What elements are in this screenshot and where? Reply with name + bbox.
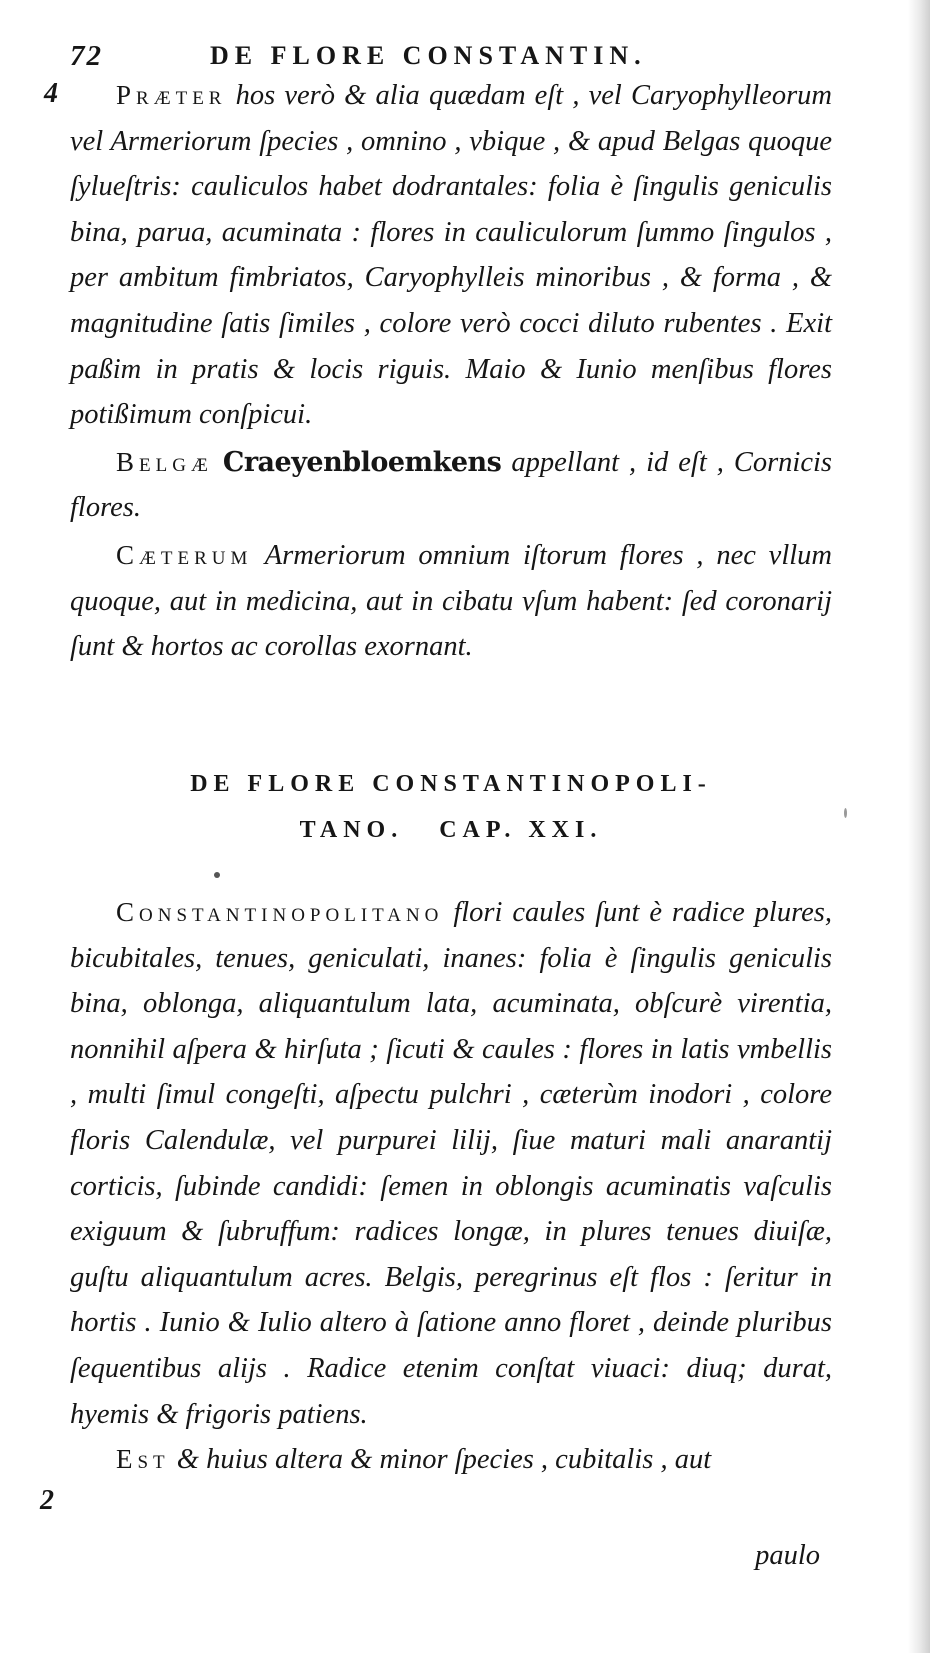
- page-number: 72: [70, 40, 103, 72]
- lead-word-caeterum: Cæterum: [116, 539, 253, 570]
- ink-speck: [844, 808, 847, 818]
- catchword: paulo: [755, 1540, 820, 1571]
- paragraph-caeterum: [70, 533, 832, 670]
- paragraph-belgae: [70, 440, 832, 531]
- paragraph-praeter: [70, 73, 832, 438]
- margin-note-2: 2: [40, 1485, 54, 1516]
- lead-word-praeter: Præter: [116, 80, 227, 110]
- margin-note-4: 4: [44, 78, 58, 109]
- section-armeria-text: [70, 73, 832, 670]
- paragraph-constantinopolitano: [70, 890, 832, 1437]
- running-head-title: DE FLORE CONSTANTIN.: [210, 41, 647, 70]
- ink-speck: [214, 872, 220, 878]
- vernacular-name: Craeyenbloemkens: [222, 446, 502, 478]
- chapter-title-line1: DE FLORE CONSTANTINOPOLI-: [190, 771, 712, 797]
- running-head: [70, 36, 810, 76]
- paragraph-est: [70, 1437, 832, 1483]
- paragraph-constantinopolitano-text: flori caules ſunt è radice plures, bicubitales, tenues, geniculati, inanes: folia è ſingulis geniculis bina, oblonga, aliquantulum lata, acuminata, obſcurè virentia, nonnihil aſpera & hirſuta ; ſicuti & caules : flores in latis vmbellis , multi ſimul congeſti, aſpectu pulchri , cæterùm inodori , colore floris Calendulæ, vel purpurei lilij, ſiue maturi mali anarantij corticis, ſubinde candidi: ſemen in oblongis acuminatis vaſculis exiguum & ſubruffum: radices longæ, in plures tenues diuiſæ, guſtu aliquantulum acres. Belgis, peregrinus eſt flos : ſeritur in hortis . Iunio & Iulio altero à ſatione anno floret , deinde pluribus ſequentibus alijs . Radice etenim conſtat viuaci: diuq; durat, hyemis & frigoris patiens.: [70, 897, 832, 1430]
- lead-word-est: Est: [116, 1444, 170, 1475]
- paragraph-est-text: & huius altera & minor ſpecies , cubitalis , aut: [176, 1444, 712, 1476]
- lead-word-constantinopolitano: Constantinopolitano: [116, 897, 444, 927]
- section-constantinopolitano-text: [70, 890, 832, 1483]
- paragraph-praeter-text: hos verò & alia quædam eſt , vel Caryophylleorum vel Armeriorum ſpecies , omnino , vbique , & apud Belgas quoque ſylueſtris: cauliculos habet dodrantales: folia è ſingulis geniculis bina, parua, acuminata : flores in cauliculorum ſummo ſingulos , per ambitum fimbriatos, Caryophylleis minoribus , & forma , & magnitudine ſatis ſimiles , colore verò cocci diluto rubentes . Exit paßim in pratis & locis riguis. Maio & Iunio menſibus flores potißimum conſpicui.: [70, 80, 833, 431]
- paragraph-caeterum-text: Armeriorum omnium iſtorum flores , nec vllum quoque, aut in medicina, aut in cibatu vſum habent: ſed coronarij ſunt & hortos ac corollas exornant.: [70, 539, 832, 663]
- chapter-title-line2: TANO. CAP. XXI.: [299, 817, 603, 843]
- paragraph-belgae-text: appellant , id eſt , Cornicis flores.: [70, 446, 833, 524]
- lead-word-belgae: Belgæ: [116, 446, 213, 477]
- page-gutter-shadow: [908, 0, 930, 1653]
